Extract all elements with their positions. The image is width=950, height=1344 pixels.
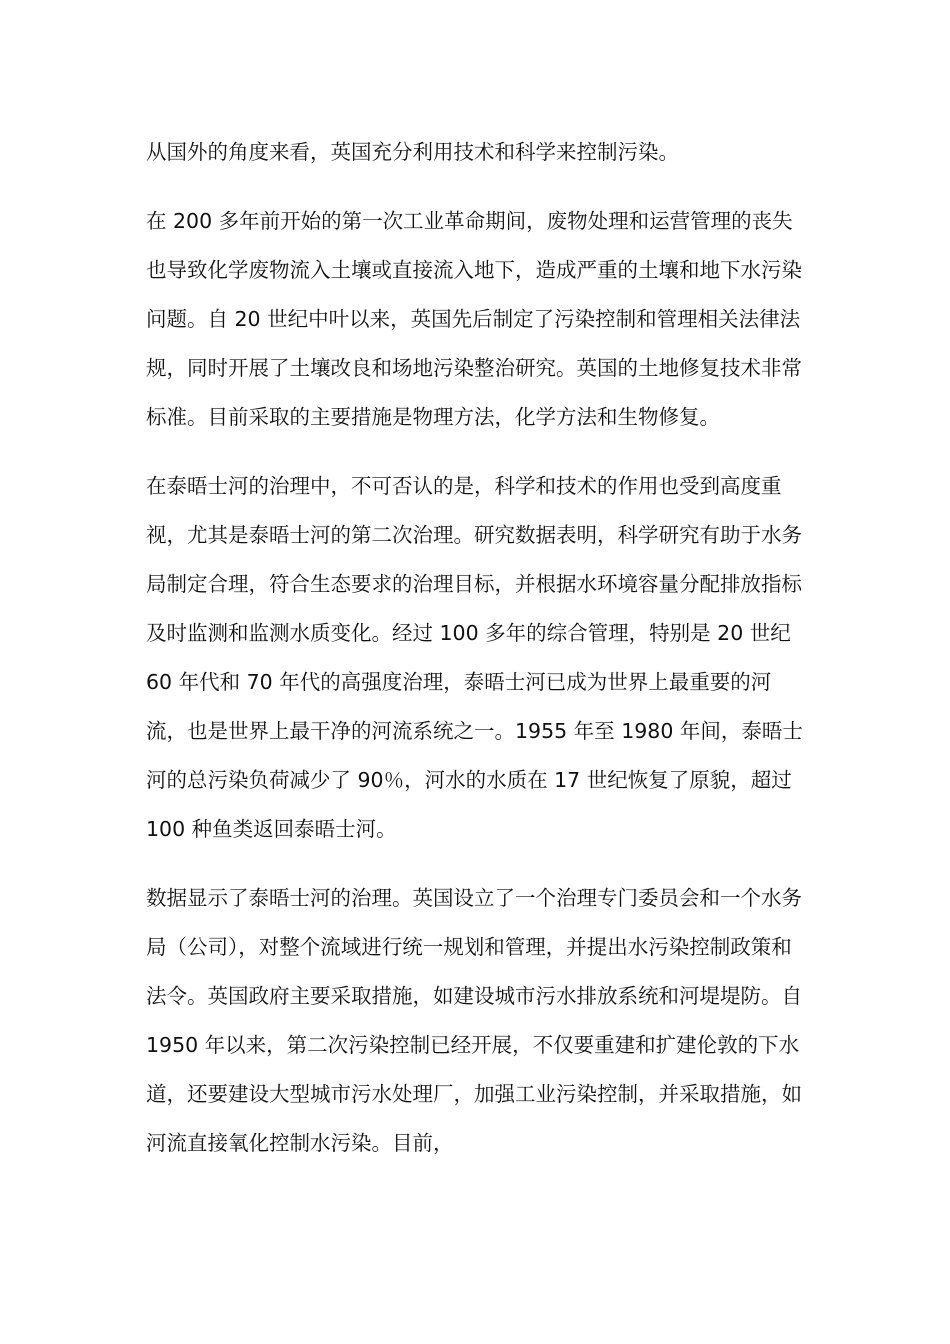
- paragraph-2: 在 200 多年前开始的第一次工业革命期间，废物处理和运营管理的丧失也导致化学废物流入土壤或直接流入地下，造成严重的土壤和地下水污染问题。自 20 世纪中叶以来，英国先后制定了污染控制和管理相关法律法规，同时开展了土壤改良和场地污染整治研究。英国的土地修复技术非常标准。目前采取的主要措施是物理方法，化学方法和生物修复。: [146, 209, 802, 429]
- paragraph-3: 在泰晤士河的治理中，不可否认的是，科学和技术的作用也受到高度重视，尤其是泰晤士河的第二次治理。研究数据表明，科学研究有助于水务局制定合理，符合生态要求的治理目标，并根据水环境容量分配排放指标及时监测和监测水质变化。经过 100 多年的综合管理，特别是 20 世纪 60 年代和 70 年代的高强度治理，泰晤士河已成为世界上最重要的河流，也是世界上最干净的河流系统之一。1955 年至 1980 年间，泰晤士河的总污染负荷减少了 90％，河水的水质在 17 世纪恢复了原貌，超过 100 种鱼类返回泰晤士河。: [146, 474, 803, 841]
- paragraph-1: 从国外的角度来看，英国充分利用技术和科学来控制污染。: [146, 140, 679, 164]
- paragraph-4: 数据显示了泰晤士河的治理。英国设立了一个治理专门委员会和一个水务局（公司），对整个流域进行统一规划和管理，并提出水污染控制政策和法令。英国政府主要采取措施，如建设城市污水排放系统和河堤堤防。自 1950 年以来，第二次污染控制已经开展，不仅要重建和扩建伦敦的下水道，还要建设大型城市污水处理厂，加强工业污染控制，并采取措施，如河流直接氧化控制水污染。目前，: [146, 886, 802, 1155]
- document-body: [146, 128, 806, 1188]
